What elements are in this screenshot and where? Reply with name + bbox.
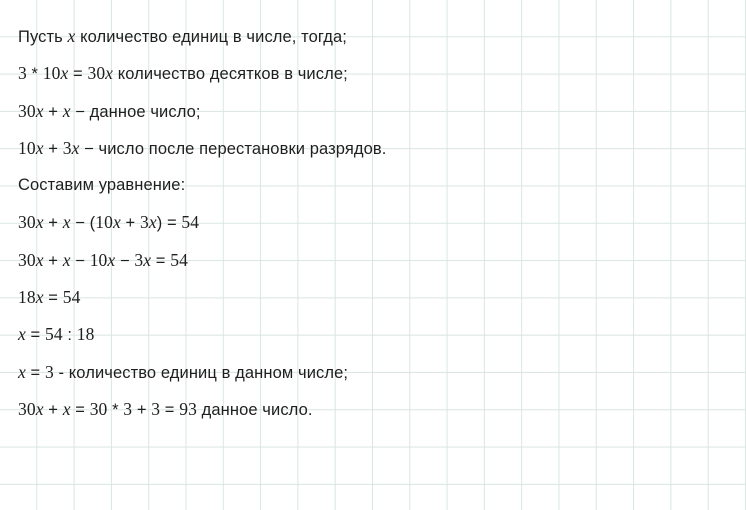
- line-1-text: Пусть x количество единиц в числе, тогда;: [18, 26, 347, 46]
- line-9-text: x = 54 : 18: [18, 324, 95, 345]
- solution-line-5: [18, 167, 746, 204]
- solution-line-2: [18, 55, 746, 92]
- solution-line-8: [18, 279, 746, 316]
- line-8-text: 18x = 54: [18, 287, 81, 308]
- line-10-text: x = 3 - количество единиц в данном числе;: [18, 361, 349, 382]
- solution-line-4: [18, 130, 746, 167]
- solution-line-3: [18, 93, 746, 130]
- solution-line-9: [18, 316, 746, 353]
- line-2-text: 3 * 10x = 30x количество десятков в числе;: [18, 63, 348, 84]
- solution-line-6: [18, 204, 746, 241]
- solution-line-7: [18, 242, 746, 279]
- line-3-text: 30x + x − данное число;: [18, 100, 201, 121]
- line-11-text: 30x + x = 30 * 3 + 3 = 93 данное число.: [18, 398, 313, 419]
- solution-line-10: [18, 354, 746, 391]
- solution-line-11: [18, 391, 746, 428]
- line-4-text: 10x + 3x − число после перестановки разрядов.: [18, 137, 387, 158]
- line-5-text: Составим уравнение:: [18, 176, 186, 195]
- line-6-text: 30x + x − (10x + 3x) = 54: [18, 212, 200, 233]
- solution-line-1: [18, 18, 746, 55]
- line-7-text: 30x + x − 10x − 3x = 54: [18, 249, 188, 270]
